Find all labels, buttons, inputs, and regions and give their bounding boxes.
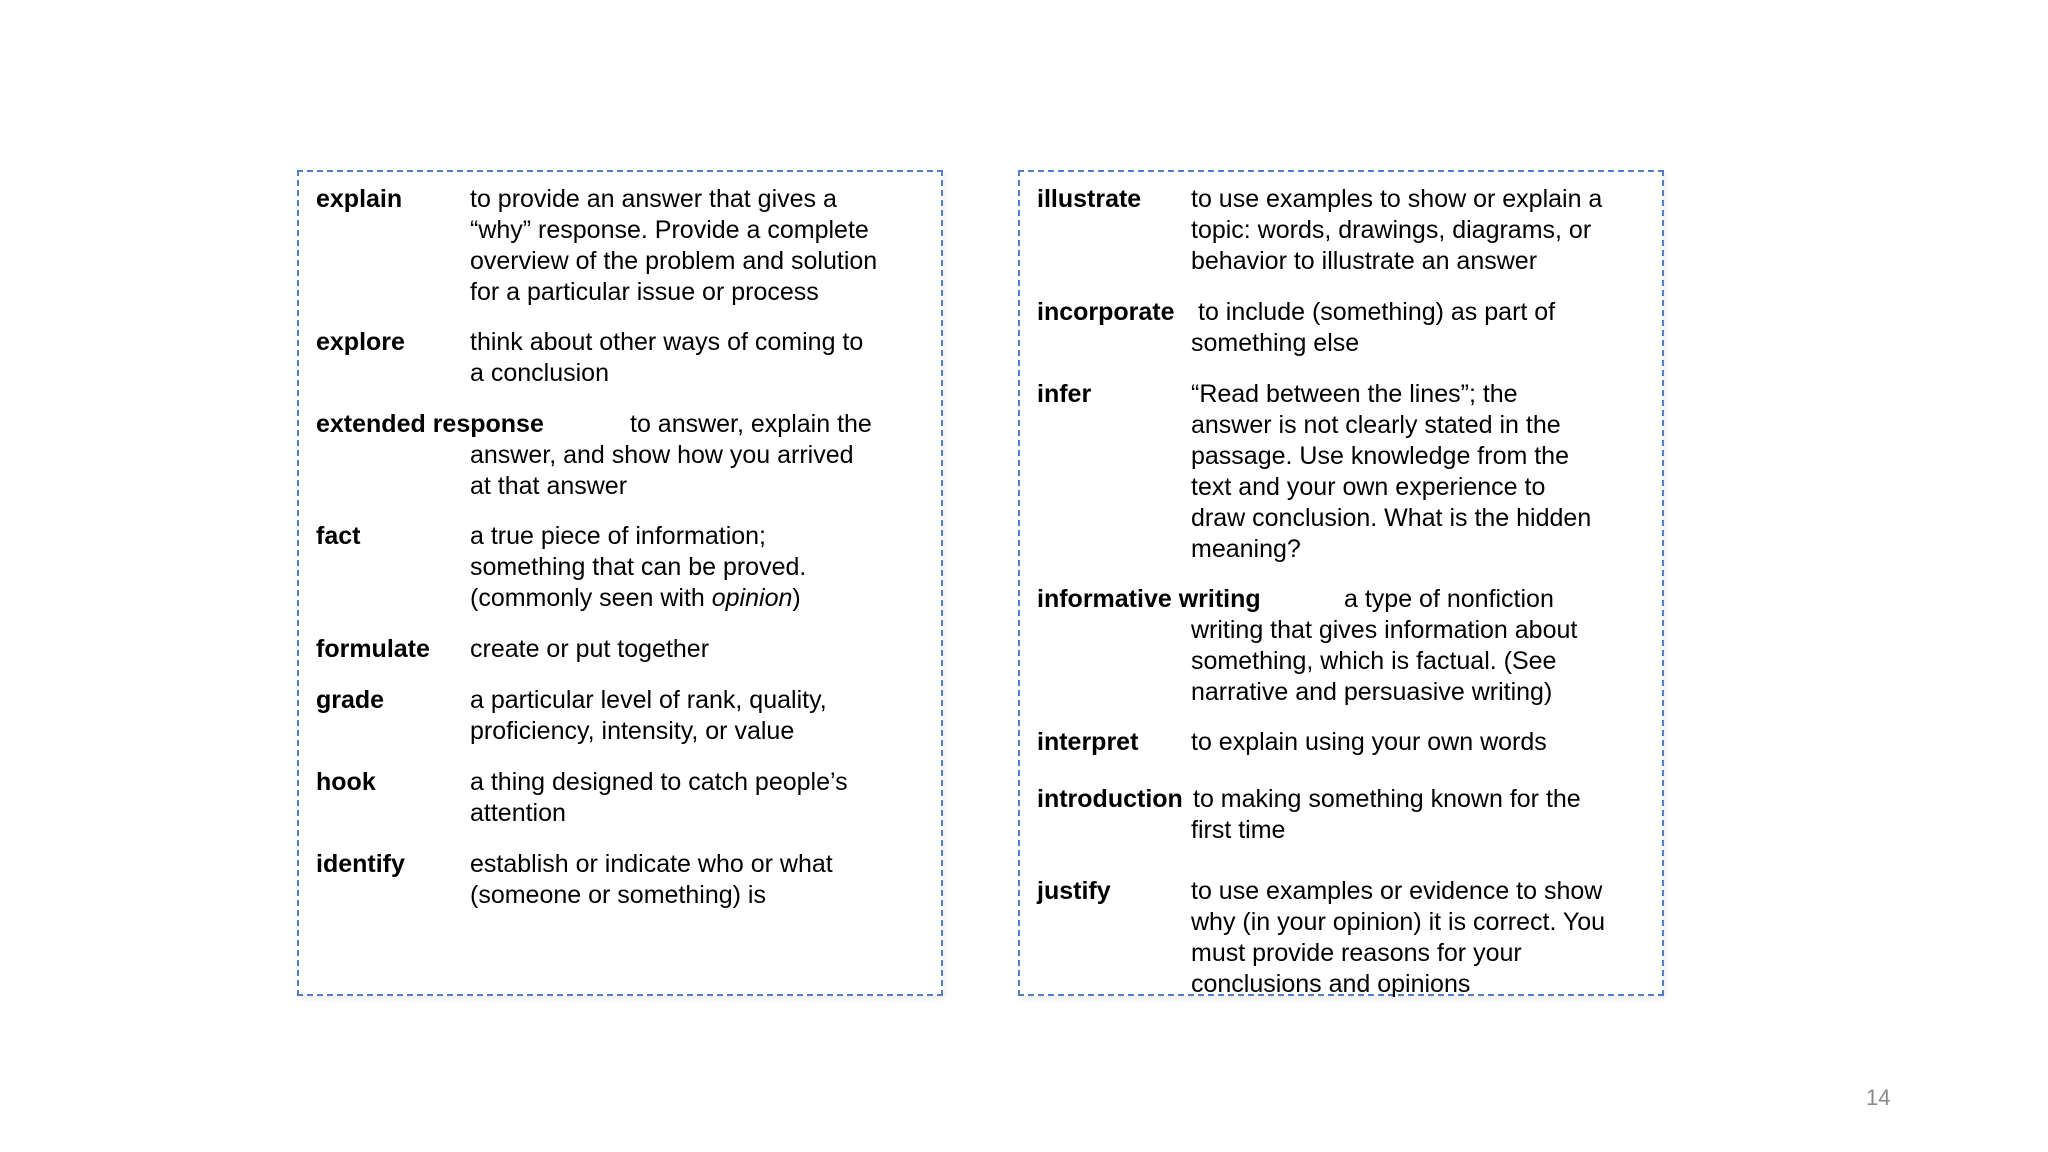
definition-line: must provide reasons for your: [1191, 939, 1522, 967]
definition-line: answer, and show how you arrived: [470, 441, 854, 469]
definition-line: meaning?: [1191, 535, 1301, 563]
entry-interpret: [1037, 727, 1652, 758]
entry-justify: [1037, 876, 1652, 1000]
definition: [1191, 727, 1652, 758]
definition: [1191, 184, 1652, 277]
definition-line: proficiency, intensity, or value: [470, 717, 795, 745]
entry-illustrate: [1037, 184, 1652, 277]
definition-line: answer is not clearly stated in the: [1191, 411, 1561, 439]
definition-line: draw conclusion. What is the hidden: [1191, 504, 1592, 532]
term: interpret: [1037, 728, 1139, 756]
definition: [470, 184, 931, 308]
definition-line: create or put together: [470, 635, 710, 663]
definition-line: a particular level of rank, quality,: [470, 686, 827, 714]
term: informative writing: [1037, 585, 1261, 613]
term: identify: [316, 850, 405, 878]
entry-fact: [316, 521, 931, 614]
definition: [470, 849, 931, 911]
term: formulate: [316, 635, 430, 663]
definition: [1191, 876, 1652, 1000]
definition-line: to use examples to show or explain a: [1191, 185, 1603, 213]
glossary-card-left: [297, 170, 943, 996]
definition-line: why (in your opinion) it is correct. You: [1191, 908, 1606, 936]
definition-line: to include (something) as part of: [1198, 298, 1556, 326]
entry-introduction: [1037, 784, 1652, 846]
entry-infer: [1037, 379, 1652, 565]
definition: [1191, 615, 1652, 708]
definition-italic-text: opinion: [711, 584, 793, 612]
definition-line: a thing designed to catch people’s: [470, 768, 848, 796]
definition-line: topic: words, drawings, diagrams, or: [1191, 216, 1592, 244]
term: explain: [316, 185, 403, 213]
definition-line: establish or indicate who or what: [470, 850, 833, 878]
definition-line: (someone or something) is: [470, 881, 766, 909]
entry-explore: [316, 327, 931, 389]
definition-line: conclusions and opinions: [1191, 970, 1471, 998]
definition-line: overview of the problem and solution: [470, 247, 878, 275]
definition-line: “Read between the lines”; the: [1191, 380, 1518, 408]
glossary-card-right: [1018, 170, 1664, 996]
term: grade: [316, 686, 385, 714]
definition-line: something, which is factual. (See: [1191, 647, 1557, 675]
entry-informative-writing: [1037, 584, 1652, 708]
entry-explain: [316, 184, 931, 308]
definition: [470, 440, 931, 502]
entry-incorporate: [1037, 297, 1652, 359]
term: justify: [1037, 877, 1111, 905]
definition-line: something that can be proved.: [470, 553, 807, 581]
definition-line: at that answer: [470, 472, 628, 500]
term: illustrate: [1037, 185, 1142, 213]
term: incorporate: [1037, 298, 1175, 326]
term: fact: [316, 522, 361, 550]
term: hook: [316, 768, 376, 796]
definition-line: text and your own experience to: [1191, 473, 1546, 501]
definition-line: something else: [1191, 329, 1360, 357]
definition-line: to making something known for the: [1193, 785, 1581, 813]
term: explore: [316, 328, 405, 356]
definition-line: attention: [470, 799, 566, 827]
definition: [1191, 328, 1652, 359]
definition-line: to use examples or evidence to show: [1191, 877, 1603, 905]
definition-line: writing that gives information about: [1191, 616, 1578, 644]
definition-line: a conclusion: [470, 359, 609, 387]
definition-line: passage. Use knowledge from the: [1191, 442, 1569, 470]
definition: [470, 634, 931, 665]
definition-line: first time: [1191, 816, 1286, 844]
definition: [470, 327, 931, 389]
slide-number: 14: [1866, 1085, 1891, 1110]
definition: [470, 767, 931, 829]
definition-line: for a particular issue or process: [470, 278, 819, 306]
definition-line: think about other ways of coming to: [470, 328, 864, 356]
definition-line: to explain using your own words: [1191, 728, 1547, 756]
definition-line: a type of nonfiction: [1344, 585, 1554, 613]
definition-line: “why” response. Provide a complete: [470, 216, 869, 244]
entry-extended-response: [316, 409, 931, 502]
entry-grade: [316, 685, 931, 747]
term: extended response: [316, 410, 544, 438]
entry-hook: [316, 767, 931, 829]
term: infer: [1037, 380, 1092, 408]
definition-line: a true piece of information;: [470, 522, 766, 550]
definition-line: to answer, explain the: [630, 410, 872, 438]
definition-line: behavior to illustrate an answer: [1191, 247, 1538, 275]
definition: [1191, 379, 1652, 565]
definition-line: [470, 583, 931, 614]
definition-text: ): [792, 584, 801, 612]
entry-identify: [316, 849, 931, 911]
term: introduction: [1037, 785, 1183, 813]
definition: [1191, 815, 1652, 846]
definition-line: narrative and persuasive writing): [1191, 678, 1553, 706]
definition-line: to provide an answer that gives a: [470, 185, 837, 213]
definition-text: (commonly seen with: [470, 584, 712, 612]
entry-formulate: [316, 634, 931, 665]
definition: [470, 521, 931, 614]
definition: [470, 685, 931, 747]
